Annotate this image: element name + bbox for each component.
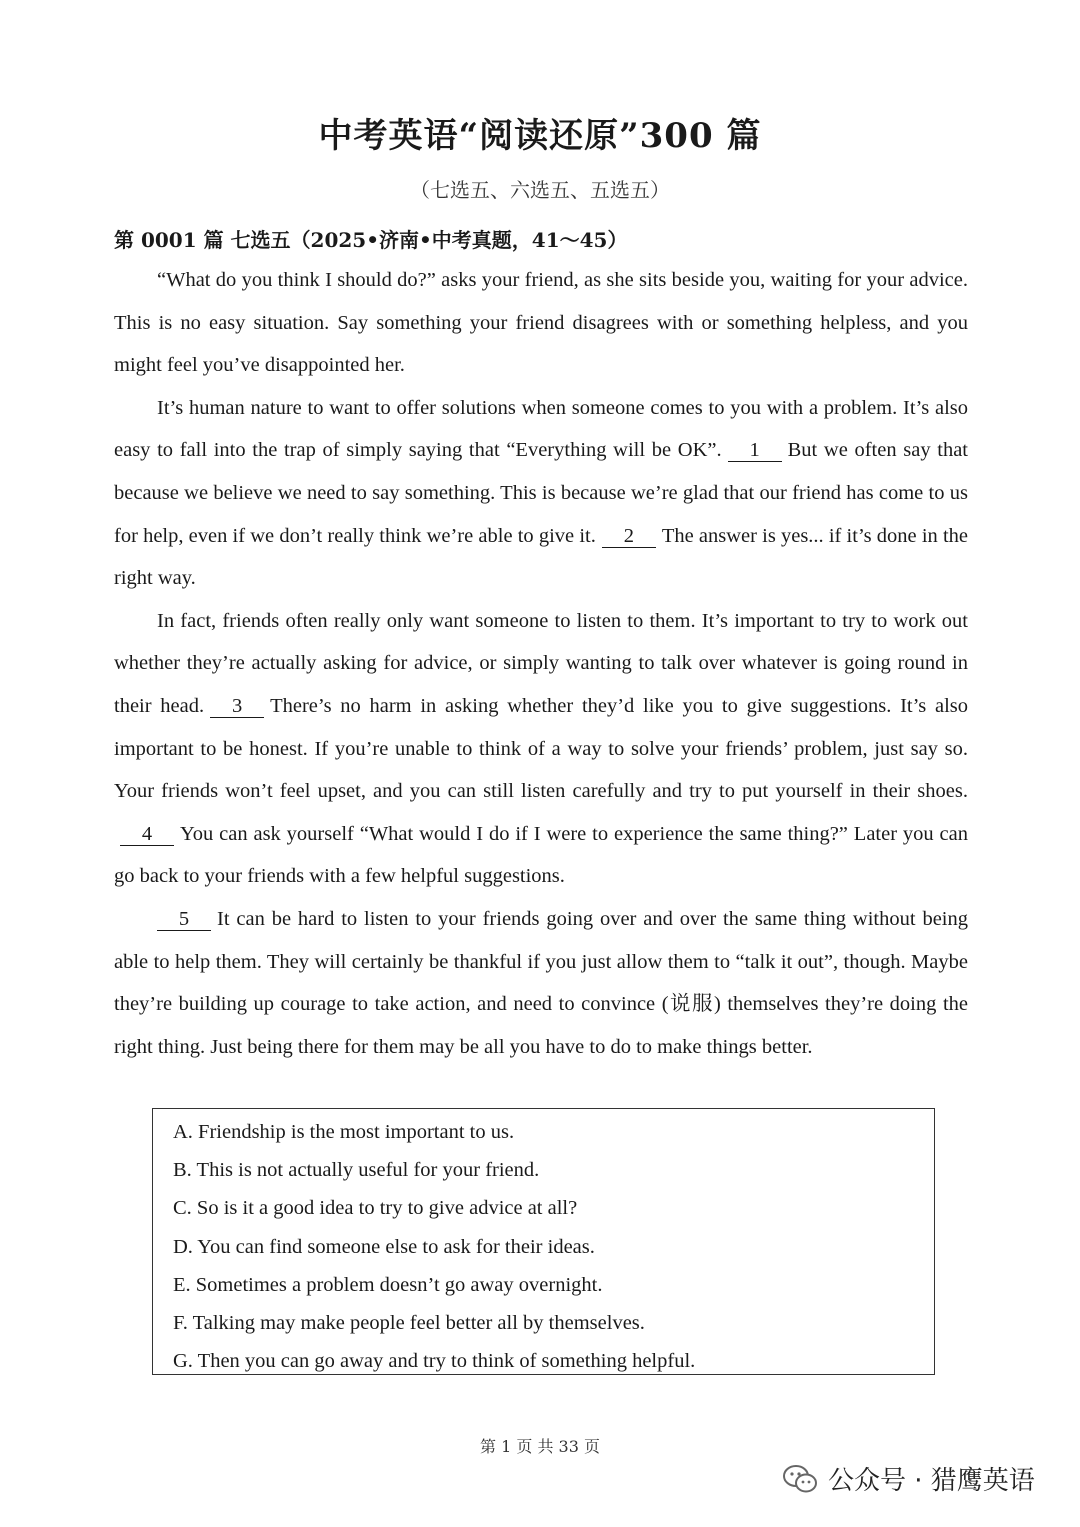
option-e: E. Sometimes a problem doesn’t go away overnight. (173, 1273, 603, 1296)
page-number: 第 1 页 共 33 页 (480, 1437, 600, 1456)
options-box (152, 1108, 935, 1375)
paragraph-text: There’s no harm in asking whether they’d like you to give suggestions. It’s also important to be honest. If you’re unable to think of a way to solve your friends’ problem, just say so. Your friends won’t feel upset, and you can still listen carefully and try to put yourself in their shoes. (114, 694, 969, 803)
document-subtitle: （七选五、六选五、五选五） (410, 178, 670, 202)
paragraph-1 (114, 259, 968, 387)
paragraph-text: You can ask yourself “What would I do if I were to experience the same thing?” Later you can go back to your friends with a few helpful suggestions. (114, 822, 968, 888)
blank-2: 2 (602, 525, 656, 548)
watermark (782, 1460, 1035, 1497)
paragraph-3 (114, 600, 968, 898)
option-c: C. So is it a good idea to try to give advice at all? (173, 1197, 578, 1220)
blank-5: 5 (157, 908, 211, 931)
option-f: F. Talking may make people feel better all by themselves. (173, 1312, 645, 1335)
option-b: B. This is not actually useful for your friend. (173, 1159, 540, 1182)
paragraph-text: It’s human nature to want to offer solutions when someone comes to you with a problem. It’s also easy to fall into the trap of simply saying that “Everything will be OK”. (114, 396, 968, 462)
blank-3: 3 (210, 695, 264, 718)
blank-1: 1 (728, 439, 782, 462)
section-heading: 第 0001 篇 七选五（2025•济南•中考真题，41～45） (114, 228, 628, 252)
option-g: G. Then you can go away and try to think of something helpful. (173, 1350, 696, 1373)
paragraph-text: In fact, friends often really only want someone to listen to them. It’s important to try to work out whether they’re actually asking for advice, or simply wanting to talk over whatever is going round in their head. (114, 609, 968, 717)
paragraph-text: The answer is yes... if it’s done in the right way. (114, 524, 968, 590)
paragraph-text: “What do you think I should do?” asks your friend, as she sits beside you, waiting for your advice. This is no easy situation. Say something your friend disagrees with or something helpless, and you might feel you’ve disappointed her. (114, 269, 968, 377)
article-body (114, 259, 968, 1068)
option-a: A. Friendship is the most important to us. (173, 1121, 515, 1143)
paragraph-text: It can be hard to listen to your friends going over and over the same thing without being able to help them. They will certainly be thankful if you just allow them to “talk it out”, though. Maybe they’re building up courage to take action, and need to convince (说服) themselves they’re doing the right thing. Just being there for them may be all you have to do to make things better. (114, 907, 968, 1058)
wechat-icon (782, 1464, 818, 1494)
blank-4: 4 (120, 823, 174, 846)
option-d: D. You can find someone else to ask for their ideas. (173, 1235, 595, 1258)
watermark-text: 公众号 · 猎鹰英语 (828, 1466, 1035, 1496)
paragraph-2 (114, 387, 968, 600)
document-title: 中考英语“阅读还原”300 篇 (318, 116, 762, 156)
paragraph-text: But we often say that because we believe we need to say something. This is because we’re glad that our friend has come to us for help, even if we don’t really think we’re able to give it. (114, 439, 968, 547)
paragraph-4 (114, 898, 968, 1068)
